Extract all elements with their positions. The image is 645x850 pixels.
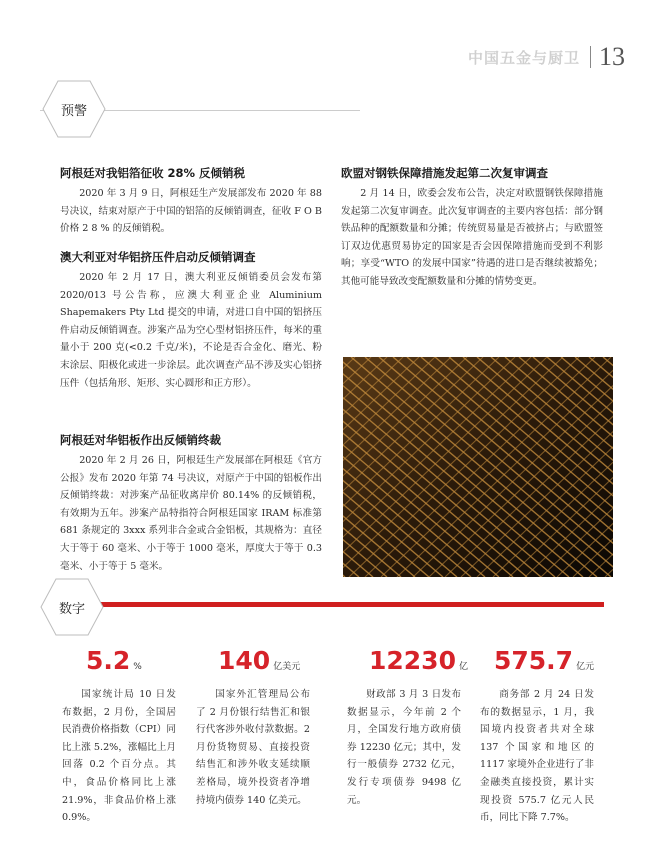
header-divider	[590, 46, 591, 68]
section-rule-red	[96, 602, 604, 607]
stat-investment-figure	[494, 646, 594, 675]
stat-value: 5.2	[86, 646, 131, 675]
article-title: 澳大利亚对华铝挤压件启动反倾销调查	[60, 250, 256, 264]
stat-value: 12230	[369, 646, 456, 675]
stat-unit: 亿美元	[273, 662, 301, 672]
page-header	[468, 42, 625, 72]
article-title: 欧盟对钢铁保障措施发起第二次复审调查	[341, 166, 548, 180]
stat-value: 140	[218, 646, 271, 675]
stat-unit: %	[133, 662, 142, 672]
stat-cpi-figure	[86, 646, 142, 675]
stat-forex-text: 国家外汇管理局公布了 2 月份银行结售汇和银行代客涉外收付款数据。2 月份货物贸易、直接投资结售汇和涉外收支延续顺差格局，境外投资者净增持境内债券 140 亿美元。	[196, 689, 310, 806]
section-badge-figures	[40, 578, 104, 636]
article-body: 2020 年 2 月 17 日，澳大利亚反倾销委员会发布第 2020/013 号公告称，应澳大利亚企业 Aluminium Shapemakers Pty Ltd 提交的申请，对进口自中国的铝挤压件启动反倾销调查。涉案产品为空心型材铝挤压件，每米的重量小于 200 克(<0.2 千克/米)，不论是否合金化、磨光、粉末涂层、阳极化或进一步涂层。此次调查产品不涉及实心铝挤压件（包括角形、矩形、实心圆形和正方形）。	[60, 272, 322, 389]
article-argentina-foil	[60, 165, 322, 238]
section-label: 预警	[60, 103, 87, 119]
stat-investment-text: 商务部 2 月 24 日发布的数据显示，1 月，我国境内投资者共对全球 137 个国家和地区的 1117 家境外企业进行了非金融类直接投资，累计实现投资 575.7 亿元人民币，同比下降 7.7%。	[480, 689, 594, 824]
magazine-brand: 中国五金与厨卫	[467, 48, 580, 67]
article-body: 2020 年 2 月 26 日，阿根廷生产发展部在阿根廷《官方公报》发布 2020 年第 74 号决议，对原产于中国的铝板作出反倾销终裁：对涉案产品征收离岸价 80.14% 的反倾销税，有效期为五年。涉案产品特指符合阿根廷国家 IRAM 标准第 681 条规定的 3xxx 系列非合金或合金铝板，其规格为：直径大于等于 60 毫米、小于等于 1000 毫米，厚度大于等于 0.3 毫米、小于等于 5 毫米。	[60, 455, 322, 572]
page-number: 13	[599, 42, 625, 71]
article-title: 阿根廷对华铝板作出反倾销终裁	[60, 433, 221, 447]
stat-bonds-figure	[369, 646, 468, 675]
steel-mesh-image	[343, 357, 613, 577]
article-title: 阿根廷对我铝箔征收 28% 反倾销税	[60, 166, 246, 180]
article-argentina-plate	[60, 432, 322, 575]
article-australia-extrusions	[60, 249, 322, 392]
article-body: 2 月 14 日，欧委会发布公告，决定对欧盟钢铁保障措施发起第二次复审调查。此次复审调查的主要内容包括：部分钢铁品种的配额数量和分摊；传统贸易量是否被挤占；与欧盟签订双边优惠贸易协定的国家是否会因保障措施而受到不利影响；享受“WTO 的发展中国家”待遇的进口是否继续被豁免；其他可能导致改变配额数量和分摊的情势变更。	[341, 188, 603, 287]
section-label: 数字	[58, 601, 85, 617]
stat-cpi-text: 国家统计局 10 日发布数据，2 月份，全国居民消费价格指数（CPI）同比上涨 5.2%，涨幅比上月回落 0.2 个百分点。其中，食品价格同比上涨 21.9%，非食品价格上涨 0.9%。	[62, 689, 176, 824]
section-badge-warning	[42, 80, 106, 138]
stat-unit: 亿	[458, 662, 468, 672]
stat-unit: 亿元	[576, 662, 595, 672]
stat-bonds-text: 财政部 3 月 3 日发布数据显示，今年前 2 个月，全国发行地方政府债券 12230 亿元；其中，发行一般债券 2732 亿元，发行专项债券 9498 亿元。	[347, 689, 461, 806]
stat-value: 575.7	[494, 646, 574, 675]
stat-forex-figure	[218, 646, 300, 675]
article-body: 2020 年 3 月 9 日，阿根廷生产发展部发布 2020 年 88 号决议，结束对原产于中国的铝箔的反倾销调查，征收 F O B 价格 2 8 % 的反倾销税。	[60, 188, 322, 235]
article-eu-steel	[341, 165, 603, 291]
steel-mesh-photo	[343, 357, 613, 577]
